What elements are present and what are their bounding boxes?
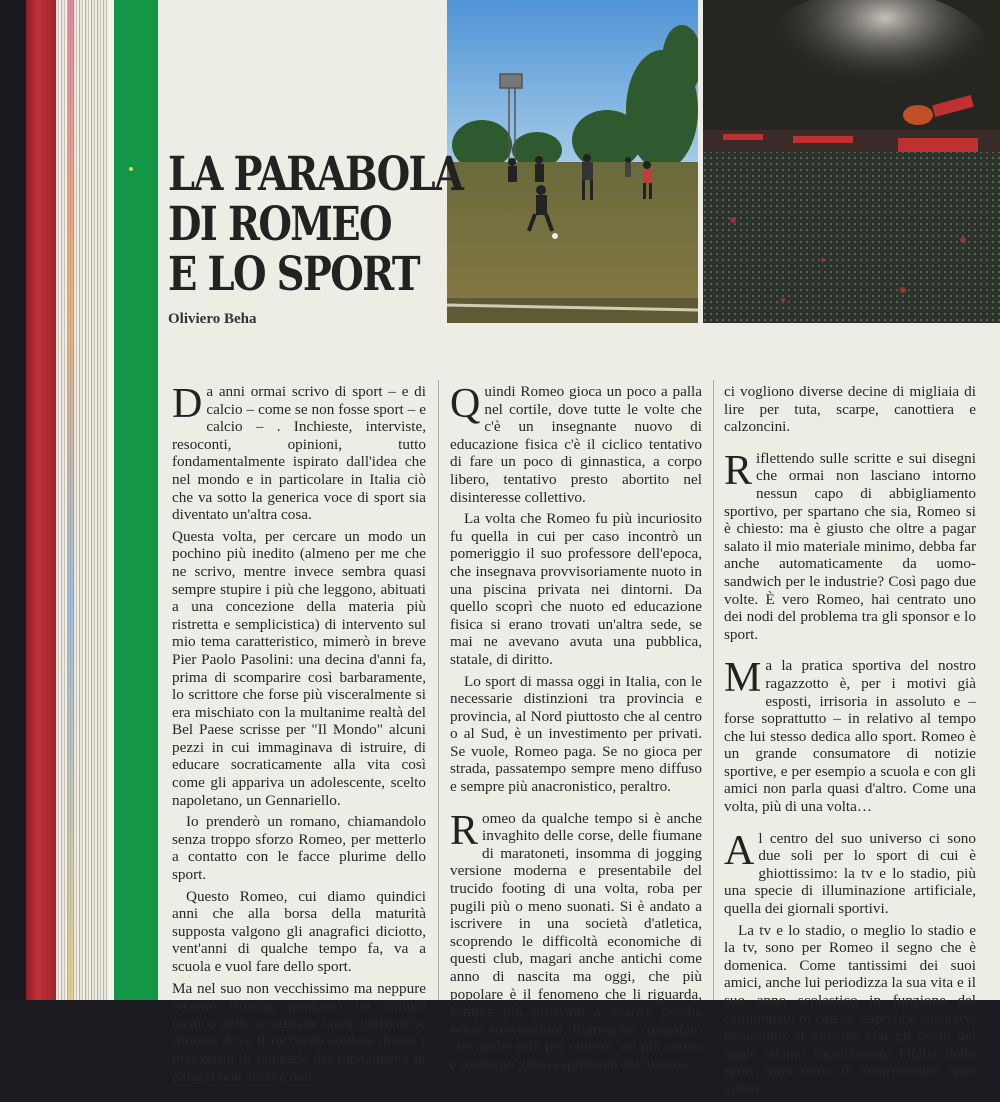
paragraph-text: a anni ormai scrivo di sport – e di calcio – come se non fosse sport – e calcio – . Inchieste, interviste, resoconti, opinioni, tutto fondamentalmente ispirato dall'idea che nel mondo e in particolare in Italia ciò che va sotto la generica voce di sport sia diventato un'altra cosa. bbox=[172, 383, 426, 524]
article-author: Oliviero Beha bbox=[168, 311, 257, 327]
stadium-crowd-photo bbox=[703, 0, 1000, 323]
page-marker-dot bbox=[129, 167, 133, 171]
paragraph: Questo Romeo, cui diamo quindici anni che alla borsa della maturità supposta valgono gli anagrafici diciotto, vent'anni di qualche tempo fa, va a scuola e vuol fare dello sport. bbox=[172, 887, 426, 975]
youth-football-photo bbox=[447, 0, 698, 323]
article-column-3 bbox=[724, 383, 976, 1102]
page-stack-color-edge bbox=[68, 0, 74, 1000]
paragraph: Questa volta, per cercare un modo un pochino più inedito (almeno per me che ne scrivo, mentre invece sembra quasi sempre stupire i più che leggono, abituati a una concezione della materia più ristretta e semplicistica) di intervento sul mio tema caratteristico, mimerò in breve Pier Paolo Pasolini: una decina d'anni fa, prima di scomparire così barbaramente, lo scrittore che forse più visceralmente si era mischiato con la multanime realtà del Bel Paese scrisse per "Il Mondo" alcuni pezzi in cui immaginava di istruire, di educare socraticamente alla vita così come gli appariva un adolescente, scelto napoletano, un Gennariello. bbox=[172, 527, 426, 809]
paragraph-text: a la pratica sportiva del nostro ragazzotto è, per i motivi già esposti, irrisoria in assoluto e – forse soprattutto – in relativo al tempo che lui stesso dedica allo sport. Romeo è un grande consumatore di notizie sportive, e per esempio a scuola e con gli amici non parla quasi d'altro. Come una volta, più di una volta… bbox=[724, 657, 976, 816]
drop-cap: R bbox=[450, 807, 479, 854]
paragraph-text: uindi Romeo gioca un poco a palla nel cortile, dove tutte le volte che c'è un insegnante nuovo di educazione fisica c'è il ciclico tentativo di fare un poco di ginnastica, a corpo libero, tentativo presto abortito nel disinteresse collettivo. bbox=[450, 383, 702, 506]
column-rule-1 bbox=[438, 380, 439, 1000]
drop-cap: M bbox=[724, 655, 762, 702]
paragraph: Io prenderò un romano, chiamandolo senza troppo sforzo Romeo, per metterlo a contatto con le facce plurime dello sport. bbox=[172, 813, 426, 884]
paragraph-text: iflettendo sulle scritte e sui disegni che ormai non lasciano intorno nessun capo di abbigliamento sportivo, per spartano che sia, Romeo si è chiesto: ma è giusto che oltre a pagar salato il mio materiale minimo, debba far anche automaticamente da uomo-sandwich per le industrie? Così pago due volte. È vero Romeo, hai centrato uno dei nodi del problema tra gli sponsor e lo sport. bbox=[724, 449, 976, 643]
paragraph: ci vogliono diverse decine di migliaia di lire per tuta, scarpe, canottiera e calzoncini. bbox=[724, 383, 976, 436]
drop-cap: Q bbox=[450, 381, 481, 427]
drop-cap: R bbox=[724, 447, 753, 494]
title-line-2: DI ROMEO bbox=[168, 197, 391, 252]
paragraph: La tv e lo stadio, o meglio lo stadio e la tv, sono per Romeo il segno che è domenica. Come tantissimi dei suoi amici, anche lui periodizza la sua vita e il suo anno scolastico in funzione del campionato di calcio. Saprebbe spiegarvi benissimo, il giovane con gli occhi del quale stiamo focalizzando l'Italia dello sport, quel senso di smarrimento, quel vuoto bbox=[724, 921, 976, 1097]
book-spine-red bbox=[26, 0, 56, 1000]
paragraph bbox=[724, 447, 976, 644]
paragraph bbox=[172, 383, 426, 524]
stadium-crowd-illustration bbox=[703, 0, 1000, 323]
paragraph-text: l centro del suo universo ci sono due soli per lo sport di cui è ghiottissimo: la tv e lo stadio, più una specie di illuminazione artificiale, quella dei giornali sportivi. bbox=[724, 829, 976, 918]
article-column-2 bbox=[450, 383, 702, 1078]
paragraph: Ma nel suo non vecchissimo ma neppure recente istituto, poniamo un istituto tecnico delle sconfinate lande periferiche romane dove il raccordo anulare divide i magazzini di lampade dai fondamenta di palazzi non ancora nati bbox=[172, 979, 426, 1085]
drop-cap: A bbox=[724, 827, 755, 874]
paragraph-text: omeo da qualche tempo si è anche invaghito delle corse, delle fiumane di maratoneti, insomma di jogging versione moderna e presentabile del trucido footing di una volta, roba per pugili più o meno suonati. Si è andato a iscrivere in una società d'atletica, scoprendo le difficoltà economiche di questi club, magari anche antichi come anno di nascita ma oggi, che più popolare è il fenomeno che li riguarda, sempre più prossimi a sparire perché senza sovvenzioni. Romeo ha constatato che anche solo per correre, «il più antico e moderno gesto espressivo dell'uomo» bbox=[450, 809, 702, 1073]
page-stack bbox=[56, 0, 108, 1000]
article-title bbox=[168, 147, 463, 302]
paragraph bbox=[450, 807, 702, 1074]
drop-cap: D bbox=[172, 381, 203, 427]
green-flag-stripe bbox=[114, 0, 158, 1000]
paragraph bbox=[450, 383, 702, 506]
title-line-1: LA PARABOLA bbox=[168, 147, 463, 202]
paragraph bbox=[724, 827, 976, 918]
column-rule-2 bbox=[713, 380, 714, 1000]
paragraph bbox=[724, 657, 976, 815]
book-cover-dark bbox=[0, 0, 26, 1000]
youth-football-illustration bbox=[447, 0, 698, 323]
paragraph: Lo sport di massa oggi in Italia, con le necessarie distinzioni tra provincia e provincia, al Nord piuttosto che al centro o al Sud, è un investimento per privati. Se vuole, Romeo paga. Se no gioca per strada, passatempo sempre meno diffuso e sempre più anacronistico, peraltro. bbox=[450, 672, 702, 796]
title-line-3: E LO SPORT bbox=[168, 247, 419, 302]
paragraph: La volta che Romeo fu più incuriosito fu quella in cui per caso incontrò un pomeriggio il suo professore dell'epoca, che insegnava provvisoriamente nuoto in una piscina privata nei dintorni. Da quello scoprì che nuoto ed educazione fisica si erano trovati un'altra sede, se mai ne avevano avuta una pubblica, statale, di diritto. bbox=[450, 510, 702, 668]
article-column-1 bbox=[172, 383, 426, 1089]
